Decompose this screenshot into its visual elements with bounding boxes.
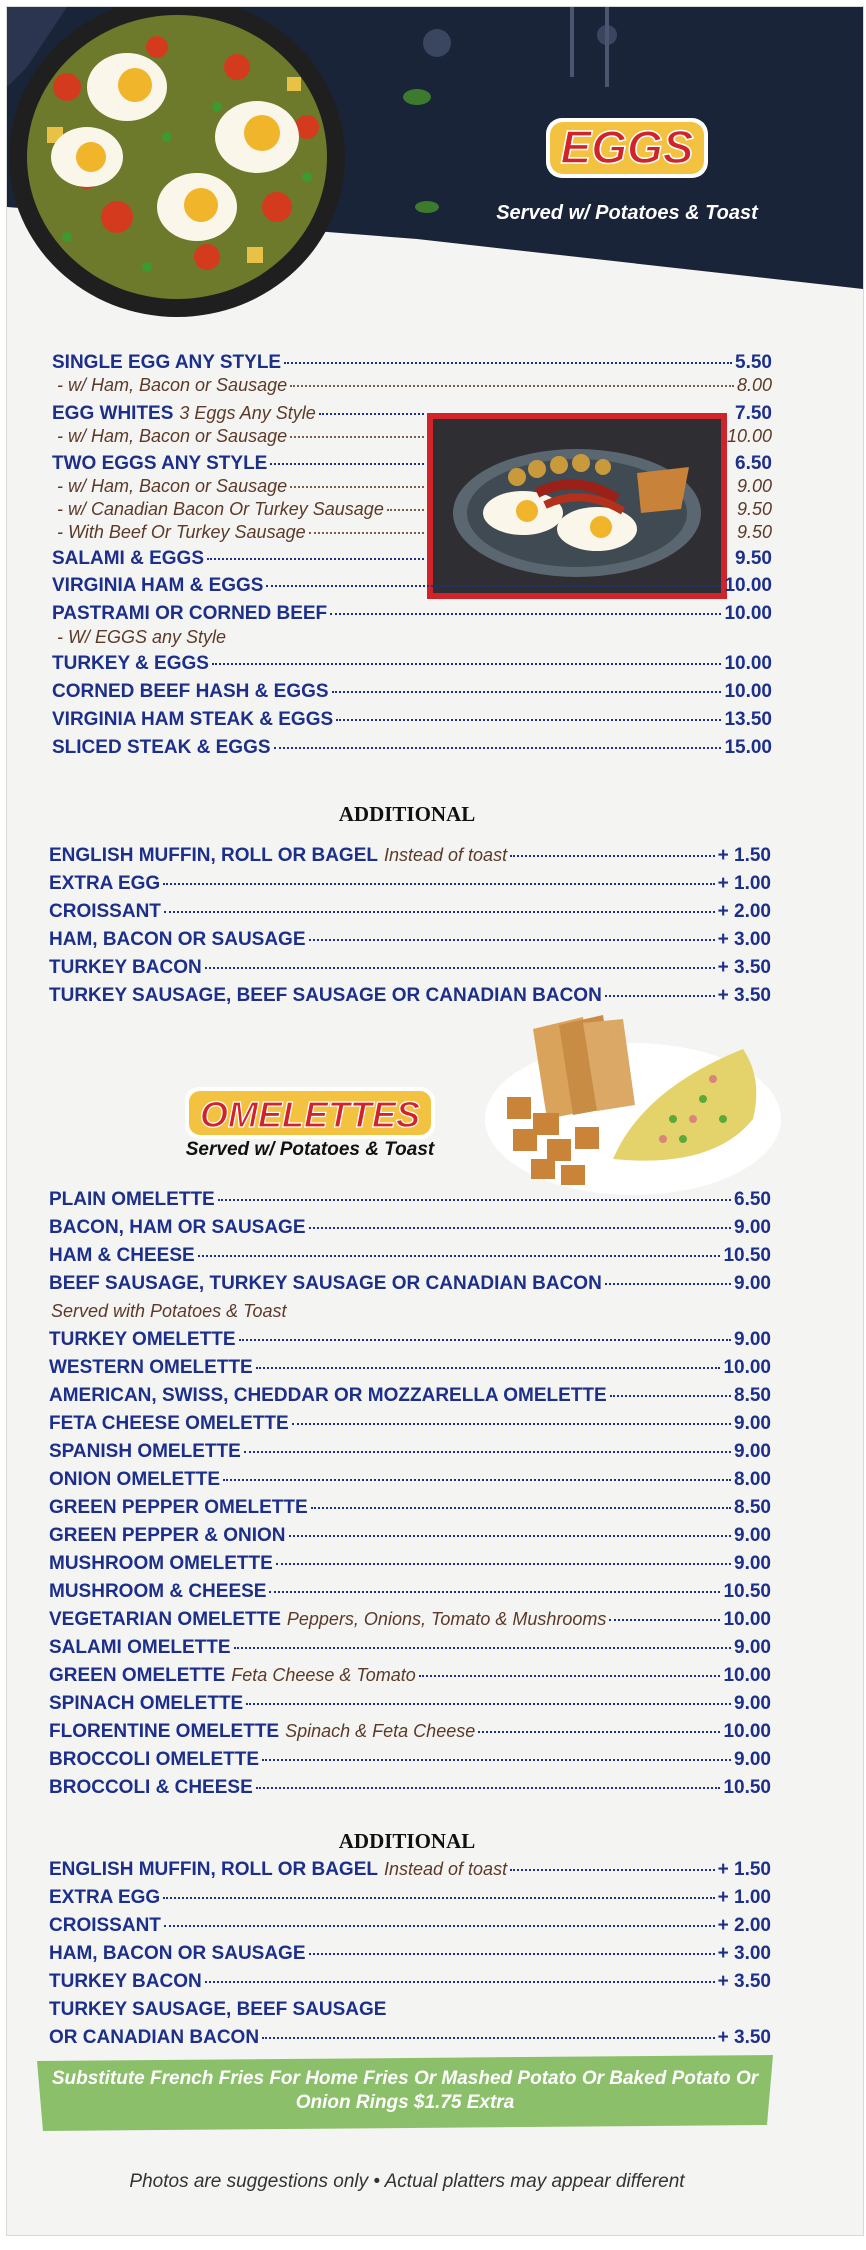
item-name: BACON, HAM OR SAUSAGE <box>49 1217 306 1238</box>
item-name: SLICED STEAK & EGGS <box>52 737 271 758</box>
menu-item <box>49 1189 771 1211</box>
leader-dots <box>610 1395 731 1397</box>
item-description: Feta Cheese & Tomato <box>231 1665 416 1685</box>
item-name: ENGLISH MUFFIN, ROLL OR BAGEL <box>49 845 378 866</box>
leader-dots <box>290 385 734 387</box>
leader-dots <box>239 1339 732 1341</box>
item-name: - w/ Ham, Bacon or Sausage <box>57 375 288 395</box>
item-name: - w/ Canadian Bacon Or Turkey Sausage <box>57 499 384 519</box>
menu-item <box>49 1441 771 1463</box>
leader-dots <box>270 463 424 465</box>
item-name: PLAIN OMELETTE <box>49 1189 215 1210</box>
leader-dots <box>207 558 424 560</box>
item-name: - w/ Ham, Bacon or Sausage <box>57 476 288 496</box>
item-note: Served with Potatoes & Toast <box>51 1301 287 1321</box>
eggs-subtitle: Served w/ Potatoes & Toast <box>496 202 758 224</box>
item-name: FLORENTINE OMELETTE <box>49 1721 280 1742</box>
item-name: EXTRA EGG <box>49 873 161 894</box>
item-price: + 3.50 <box>717 957 771 978</box>
item-price: 9.00 <box>734 1693 771 1714</box>
item-price: 9.00 <box>734 1217 771 1238</box>
item-price: 9.00 <box>734 1273 771 1294</box>
item-note: - W/ EGGS any Style <box>57 627 227 647</box>
leader-dots <box>212 663 721 665</box>
item-name: CROISSANT <box>49 1915 161 1936</box>
item-price-row <box>722 426 772 447</box>
item-name: AMERICAN, SWISS, CHEDDAR OR MOZZARELLA OMELETTE <box>49 1385 607 1406</box>
item-name: WESTERN OMELETTE <box>49 1357 253 1378</box>
item-price: + 1.50 <box>717 845 771 866</box>
item-name: HAM & CHEESE <box>49 1245 195 1266</box>
item-price: 10.00 <box>724 653 772 674</box>
item-name: VIRGINIA HAM & EGGS <box>52 575 264 596</box>
leader-dots <box>419 1675 721 1677</box>
menu-item <box>57 375 772 396</box>
item-price: 10.50 <box>723 1245 771 1266</box>
menu-item <box>52 737 772 759</box>
item-description: Peppers, Onions, Tomato & Mushrooms <box>286 1609 607 1629</box>
menu-item <box>49 1413 771 1435</box>
menu-item <box>52 653 772 675</box>
item-price: 10.00 <box>723 1357 771 1378</box>
item-name: - With Beef Or Turkey Sausage <box>57 522 306 542</box>
leader-dots <box>223 1479 731 1481</box>
leader-dots <box>276 1563 731 1565</box>
leader-dots <box>290 486 424 488</box>
menu-item <box>49 1581 771 1603</box>
leader-dots <box>336 719 721 721</box>
menu-item <box>49 1665 771 1687</box>
item-price-row <box>727 476 772 497</box>
item-price: + 3.00 <box>717 929 771 950</box>
item-price: 8.00 <box>734 1469 771 1490</box>
item-price: + 2.00 <box>717 901 771 922</box>
item-price: 9.00 <box>734 1441 771 1462</box>
item-price: 10.00 <box>723 1721 771 1742</box>
leader-dots <box>198 1255 721 1257</box>
leader-dots <box>256 1787 721 1789</box>
leader-dots <box>510 1869 715 1871</box>
menu-item <box>57 522 427 543</box>
item-price: 15.00 <box>724 737 772 758</box>
menu-item <box>52 548 427 570</box>
leader-dots <box>510 855 715 857</box>
item-description: Instead of toast <box>383 1859 508 1879</box>
leader-dots <box>205 1981 715 1983</box>
item-name: TURKEY SAUSAGE, BEEF SAUSAGE <box>49 1999 387 2020</box>
leader-dots <box>309 1953 715 1955</box>
menu-item <box>49 1859 771 1881</box>
item-price: 9.50 <box>735 548 772 569</box>
item-price: 10.00 <box>723 1609 771 1630</box>
item-name: BEEF SAUSAGE, TURKEY SAUSAGE OR CANADIAN BACON <box>49 1273 602 1294</box>
item-name: TURKEY OMELETTE <box>49 1329 236 1350</box>
item-price: 5.50 <box>735 352 772 373</box>
menu-item <box>49 1915 771 1937</box>
menu-item <box>49 1637 771 1659</box>
item-price: 9.00 <box>734 1637 771 1658</box>
item-name: TWO EGGS ANY STYLE <box>52 453 268 474</box>
omelettes-title <box>183 1085 437 1141</box>
menu-item <box>49 1693 771 1715</box>
item-price-row <box>727 403 772 425</box>
item-price: 10.00 <box>723 1665 771 1686</box>
item-price: 10.00 <box>724 603 772 624</box>
menu-item <box>49 985 771 1007</box>
leader-dots <box>289 1535 732 1537</box>
item-description: 3 Eggs Any Style <box>179 403 316 423</box>
menu-page <box>6 6 864 2236</box>
item-name: SPINACH OMELETTE <box>49 1693 244 1714</box>
eggs-title-text: EGGS <box>560 121 694 173</box>
leader-dots <box>164 1925 715 1927</box>
additional-heading: ADDITIONAL <box>338 1829 476 1853</box>
item-description: Instead of toast <box>383 845 508 865</box>
item-price: 7.50 <box>735 403 772 424</box>
item-price: 9.00 <box>734 1525 771 1546</box>
menu-item <box>49 901 771 923</box>
item-price: + 1.00 <box>717 1887 771 1908</box>
menu-item <box>52 603 772 625</box>
menu-item <box>49 845 771 867</box>
menu-item <box>49 1357 771 1379</box>
item-name: SALAMI & EGGS <box>52 548 205 569</box>
leader-dots <box>266 585 721 587</box>
item-name: ENGLISH MUFFIN, ROLL OR BAGEL <box>49 1859 378 1880</box>
menu-item <box>49 957 771 979</box>
leader-dots <box>609 1619 720 1621</box>
menu-item <box>52 709 772 731</box>
menu-item <box>57 426 427 447</box>
item-price: 9.00 <box>736 476 772 496</box>
skillet-photo <box>7 7 347 327</box>
item-name: HAM, BACON OR SAUSAGE <box>49 929 306 950</box>
menu-item <box>52 403 427 425</box>
leader-dots <box>163 1897 714 1899</box>
item-price: 10.00 <box>726 426 772 446</box>
menu-item <box>49 1497 771 1519</box>
menu-item <box>52 453 427 475</box>
leader-dots <box>330 613 721 615</box>
eggs-title <box>543 115 711 181</box>
menu-item <box>49 873 771 895</box>
item-name: TURKEY BACON <box>49 957 202 978</box>
item-name: GREEN PEPPER OMELETTE <box>49 1497 308 1518</box>
menu-item <box>57 499 427 520</box>
menu-item <box>49 1609 771 1631</box>
footer-disclaimer: Photos are suggestions only • Actual platters may appear different <box>129 2171 685 2192</box>
item-name: EXTRA EGG <box>49 1887 161 1908</box>
menu-item <box>49 1887 771 1909</box>
leader-dots <box>205 967 715 969</box>
leader-dots <box>234 1647 731 1649</box>
item-name: - w/ Ham, Bacon or Sausage <box>57 426 288 446</box>
item-description: Spinach & Feta Cheese <box>285 1721 476 1741</box>
menu-item <box>49 1329 771 1351</box>
item-name: CORNED BEEF HASH & EGGS <box>52 681 329 702</box>
item-price: 9.00 <box>734 1553 771 1574</box>
item-price: 10.50 <box>723 1777 771 1798</box>
leader-dots <box>218 1199 731 1201</box>
item-price-row <box>727 548 772 570</box>
item-name: BROCCOLI OMELETTE <box>49 1749 260 1770</box>
item-name: MUSHROOM OMELETTE <box>49 1553 273 1574</box>
leader-dots <box>290 436 424 438</box>
item-price: + 3.50 <box>717 2027 771 2048</box>
omelettes-title-text: OMELETTES <box>199 1094 421 1135</box>
leader-dots <box>605 995 715 997</box>
menu-item <box>49 1217 771 1239</box>
item-price: 6.50 <box>735 453 772 474</box>
leader-dots <box>284 362 732 364</box>
item-name: PASTRAMI OR CORNED BEEF <box>52 603 328 624</box>
item-price-row <box>727 522 772 543</box>
item-name: TURKEY SAUSAGE, BEEF SAUSAGE OR CANADIAN BACON <box>49 985 602 1006</box>
eggs-plate-photo <box>427 413 727 599</box>
menu-item <box>49 1525 771 1547</box>
leader-dots <box>332 691 722 693</box>
item-name: OR CANADIAN BACON <box>49 2027 260 2048</box>
item-name: SINGLE EGG ANY STYLE <box>52 352 282 373</box>
leader-dots <box>478 1731 720 1733</box>
item-name: EGG WHITES <box>52 403 174 424</box>
leader-dots <box>274 747 722 749</box>
eggs-header <box>7 7 863 317</box>
item-price: 8.00 <box>736 375 772 395</box>
item-name: FETA CHEESE OMELETTE <box>49 1413 289 1434</box>
item-name: TURKEY & EGGS <box>52 653 209 674</box>
leader-dots <box>244 1451 731 1453</box>
menu-item <box>49 1553 771 1575</box>
leader-dots <box>311 1507 731 1509</box>
item-price: + 3.00 <box>717 1943 771 1964</box>
leader-dots <box>309 1227 732 1229</box>
item-price: 9.00 <box>734 1329 771 1350</box>
item-name: HAM, BACON OR SAUSAGE <box>49 1943 306 1964</box>
leader-dots <box>319 413 424 415</box>
item-price: + 1.00 <box>717 873 771 894</box>
leader-dots <box>292 1423 731 1425</box>
item-name: BROCCOLI & CHEESE <box>49 1777 253 1798</box>
leader-dots <box>605 1283 731 1285</box>
leader-dots <box>262 1759 731 1761</box>
menu-item <box>49 1943 771 1965</box>
menu-item <box>57 476 427 497</box>
item-name: VEGETARIAN OMELETTE <box>49 1609 281 1630</box>
menu-item <box>52 681 772 703</box>
item-name: CROISSANT <box>49 901 161 922</box>
item-name: GREEN OMELETTE <box>49 1665 226 1686</box>
leader-dots <box>387 509 424 511</box>
menu-item <box>52 575 772 597</box>
item-price: 10.00 <box>724 575 772 596</box>
item-price: 8.50 <box>734 1385 771 1406</box>
leader-dots <box>246 1703 731 1705</box>
omelette-plate-photo <box>463 1009 783 1209</box>
item-name: SALAMI OMELETTE <box>49 1637 231 1658</box>
menu-item <box>49 1971 771 1993</box>
menu-item <box>49 1273 771 1295</box>
menu-item <box>49 1999 771 2021</box>
item-name: MUSHROOM & CHEESE <box>49 1581 267 1602</box>
menu-item <box>49 1749 771 1771</box>
leader-dots <box>309 532 424 534</box>
item-price-row <box>727 453 772 475</box>
item-price: 6.50 <box>734 1189 771 1210</box>
item-name: GREEN PEPPER & ONION <box>49 1525 286 1546</box>
item-name: TURKEY BACON <box>49 1971 202 1992</box>
menu-item <box>49 1469 771 1491</box>
item-name: ONION OMELETTE <box>49 1469 220 1490</box>
menu-item <box>49 1245 771 1267</box>
item-price: 10.00 <box>724 681 772 702</box>
menu-item <box>49 929 771 951</box>
item-price: + 3.50 <box>717 985 771 1006</box>
additional-heading: ADDITIONAL <box>338 802 476 826</box>
menu-item <box>49 1385 771 1407</box>
item-price: + 1.50 <box>717 1859 771 1880</box>
item-price: 13.50 <box>724 709 772 730</box>
menu-item <box>49 1721 771 1743</box>
substitute-text: Substitute French Fries For Home Fries Or Mashed Potato Or Baked Potato Or Onion Rings $1.75 Extra <box>51 2068 759 2113</box>
item-price: 9.50 <box>736 499 772 519</box>
leader-dots <box>309 939 715 941</box>
menu-item <box>49 1777 771 1799</box>
item-price: + 3.50 <box>717 1971 771 1992</box>
omelettes-subtitle: Served w/ Potatoes & Toast <box>185 1139 435 1160</box>
item-price-row <box>727 499 772 520</box>
item-name: SPANISH OMELETTE <box>49 1441 241 1462</box>
leader-dots <box>262 2037 715 2039</box>
leader-dots <box>163 883 714 885</box>
leader-dots <box>256 1367 721 1369</box>
menu-item <box>49 2027 771 2049</box>
item-price: 9.50 <box>736 522 772 542</box>
item-price: 9.00 <box>734 1413 771 1434</box>
leader-dots <box>269 1591 720 1593</box>
leader-dots <box>164 911 715 913</box>
item-name: VIRGINIA HAM STEAK & EGGS <box>52 709 334 730</box>
menu-item <box>52 352 772 374</box>
item-price: 10.50 <box>723 1581 771 1602</box>
item-price: 9.00 <box>734 1749 771 1770</box>
item-price: 8.50 <box>734 1497 771 1518</box>
item-price: + 2.00 <box>717 1915 771 1936</box>
